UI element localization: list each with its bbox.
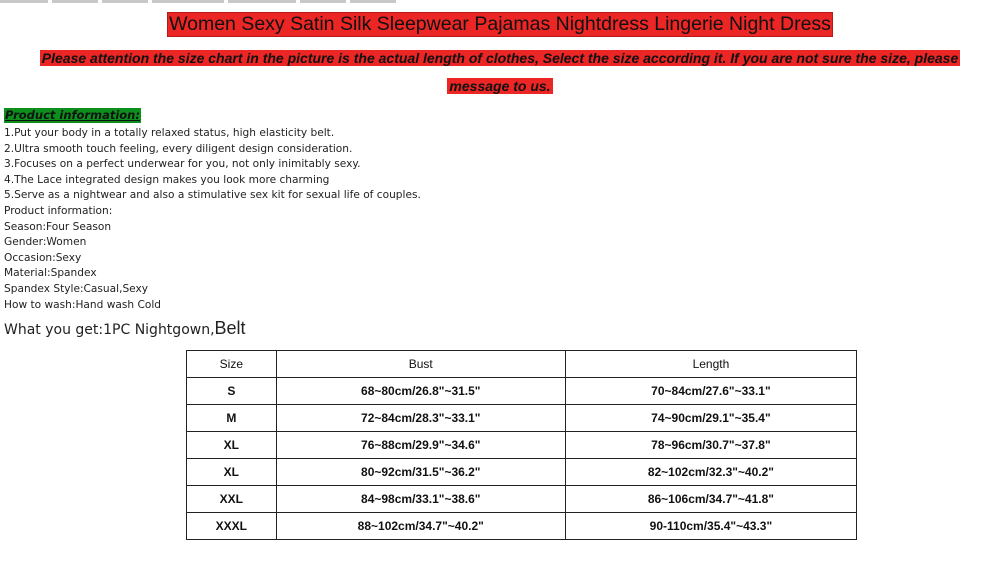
top-thumbnail-strip: [0, 0, 396, 3]
header-length: Length: [565, 351, 856, 378]
strip-segment: [350, 0, 396, 3]
size-cell: XXXL: [187, 513, 277, 540]
info-line: Spandex Style:Casual,Sexy: [4, 282, 149, 295]
length-cell: 78~96cm/30.7"~37.8": [565, 432, 856, 459]
notice-line-2: message to us.: [449, 78, 551, 94]
table-row: [187, 432, 857, 459]
bust-cell: 76~88cm/29.9"~34.6": [276, 432, 565, 459]
title-wrapper: [0, 12, 1000, 37]
table-row: [187, 486, 857, 513]
bust-cell: 68~80cm/26.8"~31.5": [276, 378, 565, 405]
info-line: 2.Ultra smooth touch feeling, every diligent design consideration.: [4, 142, 353, 155]
header-size: Size: [187, 351, 277, 378]
length-cell: 82~102cm/32.3"~40.2": [565, 459, 856, 486]
what-you-get-prefix: What you get:1PC Nightgown,: [4, 322, 215, 338]
info-line: 1.Put your body in a totally relaxed status, high elasticity belt.: [4, 127, 335, 139]
bust-cell: 84~98cm/33.1"~38.6": [276, 486, 565, 513]
notice-line-1: Please attention the size chart in the picture is the actual length of clothes, Select the size according it. If you are not sure the size, please: [41, 50, 959, 66]
size-cell: XL: [187, 459, 277, 486]
length-cell: 70~84cm/27.6"~33.1": [565, 378, 856, 405]
info-line: 5.Serve as a nightwear and also a stimulative sex kit for sexual life of couples.: [4, 189, 421, 202]
bust-cell: 88~102cm/34.7"~40.2": [276, 513, 565, 540]
strip-segment: [0, 0, 48, 3]
size-chart-table: [186, 350, 857, 540]
product-info-heading: Product information:: [5, 108, 140, 122]
what-you-get: [4, 317, 246, 341]
length-cell: 74~90cm/29.1"~35.4": [565, 405, 856, 432]
info-line: 4.The Lace integrated design makes you look more charming: [4, 173, 330, 186]
size-cell: XL: [187, 432, 277, 459]
size-cell: XXL: [187, 486, 277, 513]
table-row: [187, 513, 857, 540]
strip-segment: [152, 0, 224, 3]
info-line: How to wash:Hand wash Cold: [4, 298, 162, 311]
table-header-row: [187, 351, 857, 378]
strip-segment: [102, 0, 148, 3]
info-line: 3.Focuses on a perfect underwear for you, not only inimitably sexy.: [4, 158, 361, 171]
table-row: [187, 378, 857, 405]
bust-cell: 72~84cm/28.3"~33.1": [276, 405, 565, 432]
size-cell: S: [187, 378, 277, 405]
bust-cell: 80~92cm/31.5"~36.2": [276, 459, 565, 486]
strip-segment: [300, 0, 346, 3]
what-you-get-belt: Belt: [214, 318, 246, 338]
table-row: [187, 459, 857, 486]
info-line: Material:Spandex: [4, 267, 97, 280]
info-line: Occasion:Sexy: [4, 251, 82, 264]
info-line: Season:Four Season: [4, 220, 112, 233]
product-info-list: [4, 126, 421, 313]
table-row: [187, 405, 857, 432]
strip-segment: [228, 0, 296, 3]
length-cell: 90-110cm/35.4"~43.3": [565, 513, 856, 540]
product-title: Women Sexy Satin Silk Sleepwear Pajamas Nightdress Lingerie Night Dress: [169, 13, 831, 35]
header-bust: Bust: [276, 351, 565, 378]
size-cell: M: [187, 405, 277, 432]
info-line: Gender:Women: [4, 236, 87, 249]
info-line: Product information:: [4, 204, 113, 217]
size-notice: [0, 44, 1000, 100]
strip-segment: [52, 0, 98, 3]
length-cell: 86~106cm/34.7"~41.8": [565, 486, 856, 513]
